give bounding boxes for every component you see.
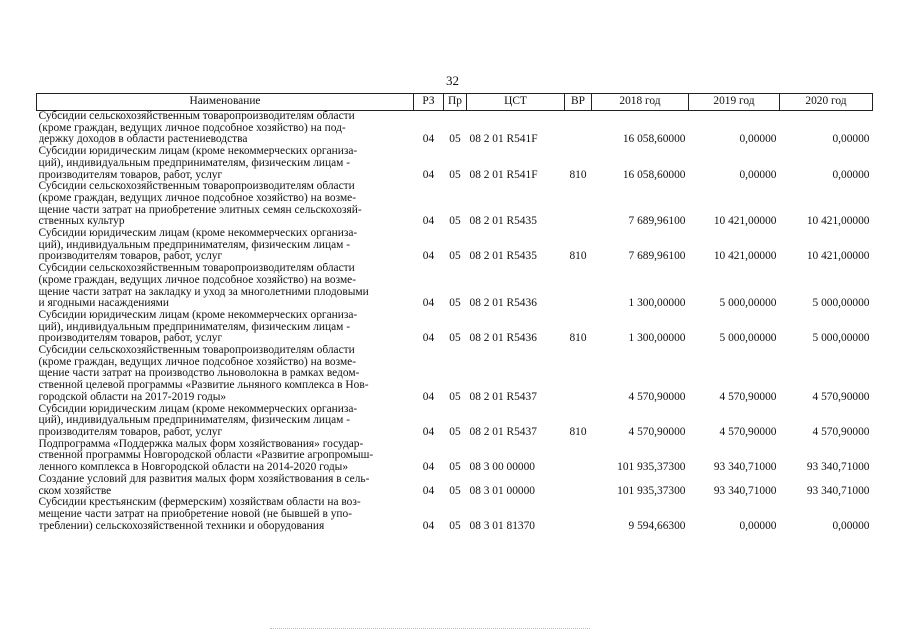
table-row	[37, 263, 873, 310]
row-name	[37, 310, 414, 345]
row-name-line: Субсидии юридическим лицам (кроме некоммерческих организа-	[38, 403, 358, 415]
row-vr: 810	[569, 168, 587, 181]
row-name-line: ций), индивидуальным предпринимателям, физическим лицам -	[38, 415, 350, 427]
row-rz: 04	[422, 484, 435, 497]
budget-table	[36, 93, 873, 532]
row-rz: 04	[422, 215, 435, 228]
row-rz: 04	[422, 250, 435, 263]
row-name-line: держку доходов в области растениеводства	[38, 134, 248, 146]
row-pr: 05	[449, 461, 461, 474]
table-row	[37, 146, 873, 181]
row-name-line: Субсидии сельскохозяйственным товаропроизводителям области	[38, 263, 355, 275]
table-row	[37, 111, 873, 147]
row-cst: 08 2 01 R5436	[469, 332, 537, 345]
row-2019: 0,00000	[739, 519, 777, 532]
row-pr: 05	[449, 297, 461, 310]
row-2019: 10 421,00000	[713, 215, 777, 228]
row-vr: 810	[569, 332, 587, 345]
row-rz: 04	[422, 332, 435, 345]
row-cst: 08 2 01 R5435	[469, 215, 537, 228]
row-pr: 05	[449, 519, 461, 532]
col-header-vr: ВР	[565, 94, 592, 111]
col-header-2020: 2020 год	[780, 94, 873, 111]
row-2020: 4 570,90000	[812, 390, 870, 403]
row-name	[37, 404, 414, 439]
row-2020: 10 421,00000	[806, 215, 870, 228]
row-name-line: Субсидии крестьянским (фермерским) хозяйствам области на воз-	[38, 497, 361, 509]
table-body	[37, 111, 873, 533]
row-cst: 08 2 01 R541F	[469, 168, 538, 181]
row-name-line: (кроме граждан, ведущих личное подсобное хозяйство) на возме-	[38, 192, 356, 204]
table-row	[37, 345, 873, 404]
row-name-line: щение части затрат на приобретение элитных семян сельскохозяй-	[38, 204, 362, 216]
row-vr	[565, 474, 592, 497]
row-name-line: Субсидии юридическим лицам (кроме некоммерческих организа-	[38, 146, 358, 158]
row-2018: 4 570,90000	[628, 425, 686, 438]
row-name-line: щение части затрат на производство льноволокна в рамках ведом-	[38, 368, 360, 380]
row-2018: 1 300,00000	[628, 297, 686, 310]
row-vr	[565, 111, 592, 147]
row-pr: 05	[449, 250, 461, 263]
row-vr	[565, 181, 592, 228]
row-name	[37, 228, 414, 263]
table-row	[37, 228, 873, 263]
row-name-line: Субсидии сельскохозяйственным товаропроизводителям области	[38, 111, 355, 122]
row-name	[37, 111, 414, 147]
row-2018: 9 594,66300	[628, 519, 686, 532]
row-rz: 04	[422, 297, 435, 310]
row-2020: 5 000,00000	[812, 332, 870, 345]
row-name-line: производителям товаров, работ, услуг	[38, 169, 223, 181]
row-name-line: (кроме граждан, ведущих личное подсобное хозяйство) на возме-	[38, 356, 356, 368]
table-header-row	[37, 94, 873, 111]
col-header-rz: РЗ	[414, 94, 444, 111]
row-name-line: ственных культур	[38, 216, 125, 228]
table-row	[37, 439, 873, 474]
table-row	[37, 181, 873, 228]
row-name-line: производителям товаров, работ, услуг	[38, 333, 223, 345]
row-name	[37, 181, 414, 228]
row-cst: 08 3 01 81370	[469, 519, 535, 532]
row-2019: 93 340,71000	[713, 461, 777, 474]
row-name	[37, 439, 414, 474]
row-pr: 05	[449, 484, 461, 497]
row-name-line: Подпрограмма «Поддержка малых форм хозяйствования» государ-	[38, 438, 364, 450]
row-name-line: Создание условий для развития малых форм хозяйствования в сель-	[38, 473, 370, 485]
col-header-2019: 2019 год	[689, 94, 780, 111]
scan-artifact	[270, 628, 590, 632]
row-2018: 1 300,00000	[628, 332, 686, 345]
row-pr: 05	[449, 425, 461, 438]
row-name	[37, 263, 414, 310]
row-rz: 04	[422, 390, 435, 403]
row-2019: 5 000,00000	[719, 297, 777, 310]
row-rz: 04	[422, 461, 435, 474]
row-pr: 05	[449, 332, 461, 345]
row-2018: 7 689,96100	[628, 250, 686, 263]
row-2019: 5 000,00000	[719, 332, 777, 345]
row-rz: 04	[422, 519, 435, 532]
row-2019: 10 421,00000	[713, 250, 777, 263]
row-name-line: (кроме граждан, ведущих личное подсобное хозяйство) на возме-	[38, 274, 356, 286]
row-2019: 4 570,90000	[719, 425, 777, 438]
row-name-line: производителям товаров, работ, услуг	[38, 426, 223, 438]
row-2020: 0,00000	[832, 168, 870, 181]
row-name	[37, 345, 414, 404]
row-name-line: ций), индивидуальным предпринимателям, физическим лицам -	[38, 321, 350, 333]
row-name	[37, 146, 414, 181]
row-cst: 08 2 01 R5437	[469, 425, 537, 438]
row-name-line: производителям товаров, работ, услуг	[38, 251, 223, 263]
row-pr: 05	[449, 133, 461, 146]
row-2018: 16 058,60000	[622, 168, 686, 181]
row-cst: 08 2 01 R5435	[469, 250, 537, 263]
row-name-line: Субсидии юридическим лицам (кроме некоммерческих организа-	[38, 309, 358, 321]
row-vr	[565, 263, 592, 310]
row-name-line: ций), индивидуальным предпринимателям, физическим лицам -	[38, 239, 350, 251]
row-name-line: ственной целевой программы «Развитие льняного комплекса в Нов-	[38, 380, 369, 392]
row-2018: 4 570,90000	[628, 390, 686, 403]
row-2018: 7 689,96100	[628, 215, 686, 228]
row-2018: 101 935,37300	[617, 484, 686, 497]
row-cst: 08 2 01 R5437	[469, 390, 537, 403]
row-2019: 0,00000	[739, 168, 777, 181]
row-rz: 04	[422, 168, 435, 181]
row-2020: 93 340,71000	[806, 484, 870, 497]
table-row	[37, 497, 873, 532]
row-rz: 04	[422, 133, 435, 146]
row-name-line: и ягодными насаждениями	[38, 298, 169, 310]
row-name-line: ском хозяйстве	[38, 485, 112, 497]
row-name	[37, 474, 414, 497]
row-2018: 16 058,60000	[622, 133, 686, 146]
row-pr: 05	[449, 215, 461, 228]
col-header-cst: ЦСТ	[467, 94, 565, 111]
row-2018: 101 935,37300	[617, 461, 686, 474]
row-vr	[565, 439, 592, 474]
row-name-line: Субсидии сельскохозяйственным товаропроизводителям области	[38, 345, 355, 357]
col-header-name: Наименование	[37, 94, 414, 111]
row-name-line: мещение части затрат на приобретение новой (не бывшей в упо-	[38, 508, 352, 520]
row-cst: 08 2 01 R541F	[469, 133, 538, 146]
row-pr: 05	[449, 390, 461, 403]
row-2020: 93 340,71000	[806, 461, 870, 474]
row-vr: 810	[569, 250, 587, 263]
row-cst: 08 3 00 00000	[469, 461, 535, 474]
table-row	[37, 404, 873, 439]
row-cst: 08 2 01 R5436	[469, 297, 537, 310]
row-cst: 08 3 01 00000	[469, 484, 535, 497]
row-name-line: ственной программы Новгородской области «Развитие агропромыш-	[38, 450, 374, 462]
row-name-line: ленного комплекса в Новгородской области на 2014-2020 годы»	[38, 462, 349, 474]
row-2020: 10 421,00000	[806, 250, 870, 263]
row-2019: 0,00000	[739, 133, 777, 146]
row-2019: 93 340,71000	[713, 484, 777, 497]
row-vr	[565, 497, 592, 532]
row-vr: 810	[569, 425, 587, 438]
row-name-line: Субсидии юридическим лицам (кроме некоммерческих организа-	[38, 228, 358, 240]
row-rz: 04	[422, 425, 435, 438]
row-name	[37, 497, 414, 532]
row-pr: 05	[449, 168, 461, 181]
row-2020: 0,00000	[832, 133, 870, 146]
col-header-2018: 2018 год	[592, 94, 689, 111]
page-number: 32	[446, 73, 459, 88]
row-name-line: Субсидии сельскохозяйственным товаропроизводителям области	[38, 181, 355, 193]
row-2020: 0,00000	[832, 519, 870, 532]
row-name-line: (кроме граждан, ведущих личное подсобное хозяйство) на под-	[38, 122, 346, 134]
table-row	[37, 310, 873, 345]
row-2020: 5 000,00000	[812, 297, 870, 310]
col-header-pr: Пр	[444, 94, 467, 111]
row-name-line: треблении) сельскохозяйственной техники и оборудования	[38, 520, 325, 532]
row-name-line: ций), индивидуальным предпринимателям, физическим лицам -	[38, 157, 350, 169]
row-2019: 4 570,90000	[719, 390, 777, 403]
row-name-line: городской области на 2017-2019 годы»	[38, 391, 227, 403]
row-name-line: щение части затрат на закладку и уход за многолетними плодовыми	[38, 286, 369, 298]
row-2020: 4 570,90000	[812, 425, 870, 438]
table-row	[37, 474, 873, 497]
row-vr	[565, 345, 592, 404]
